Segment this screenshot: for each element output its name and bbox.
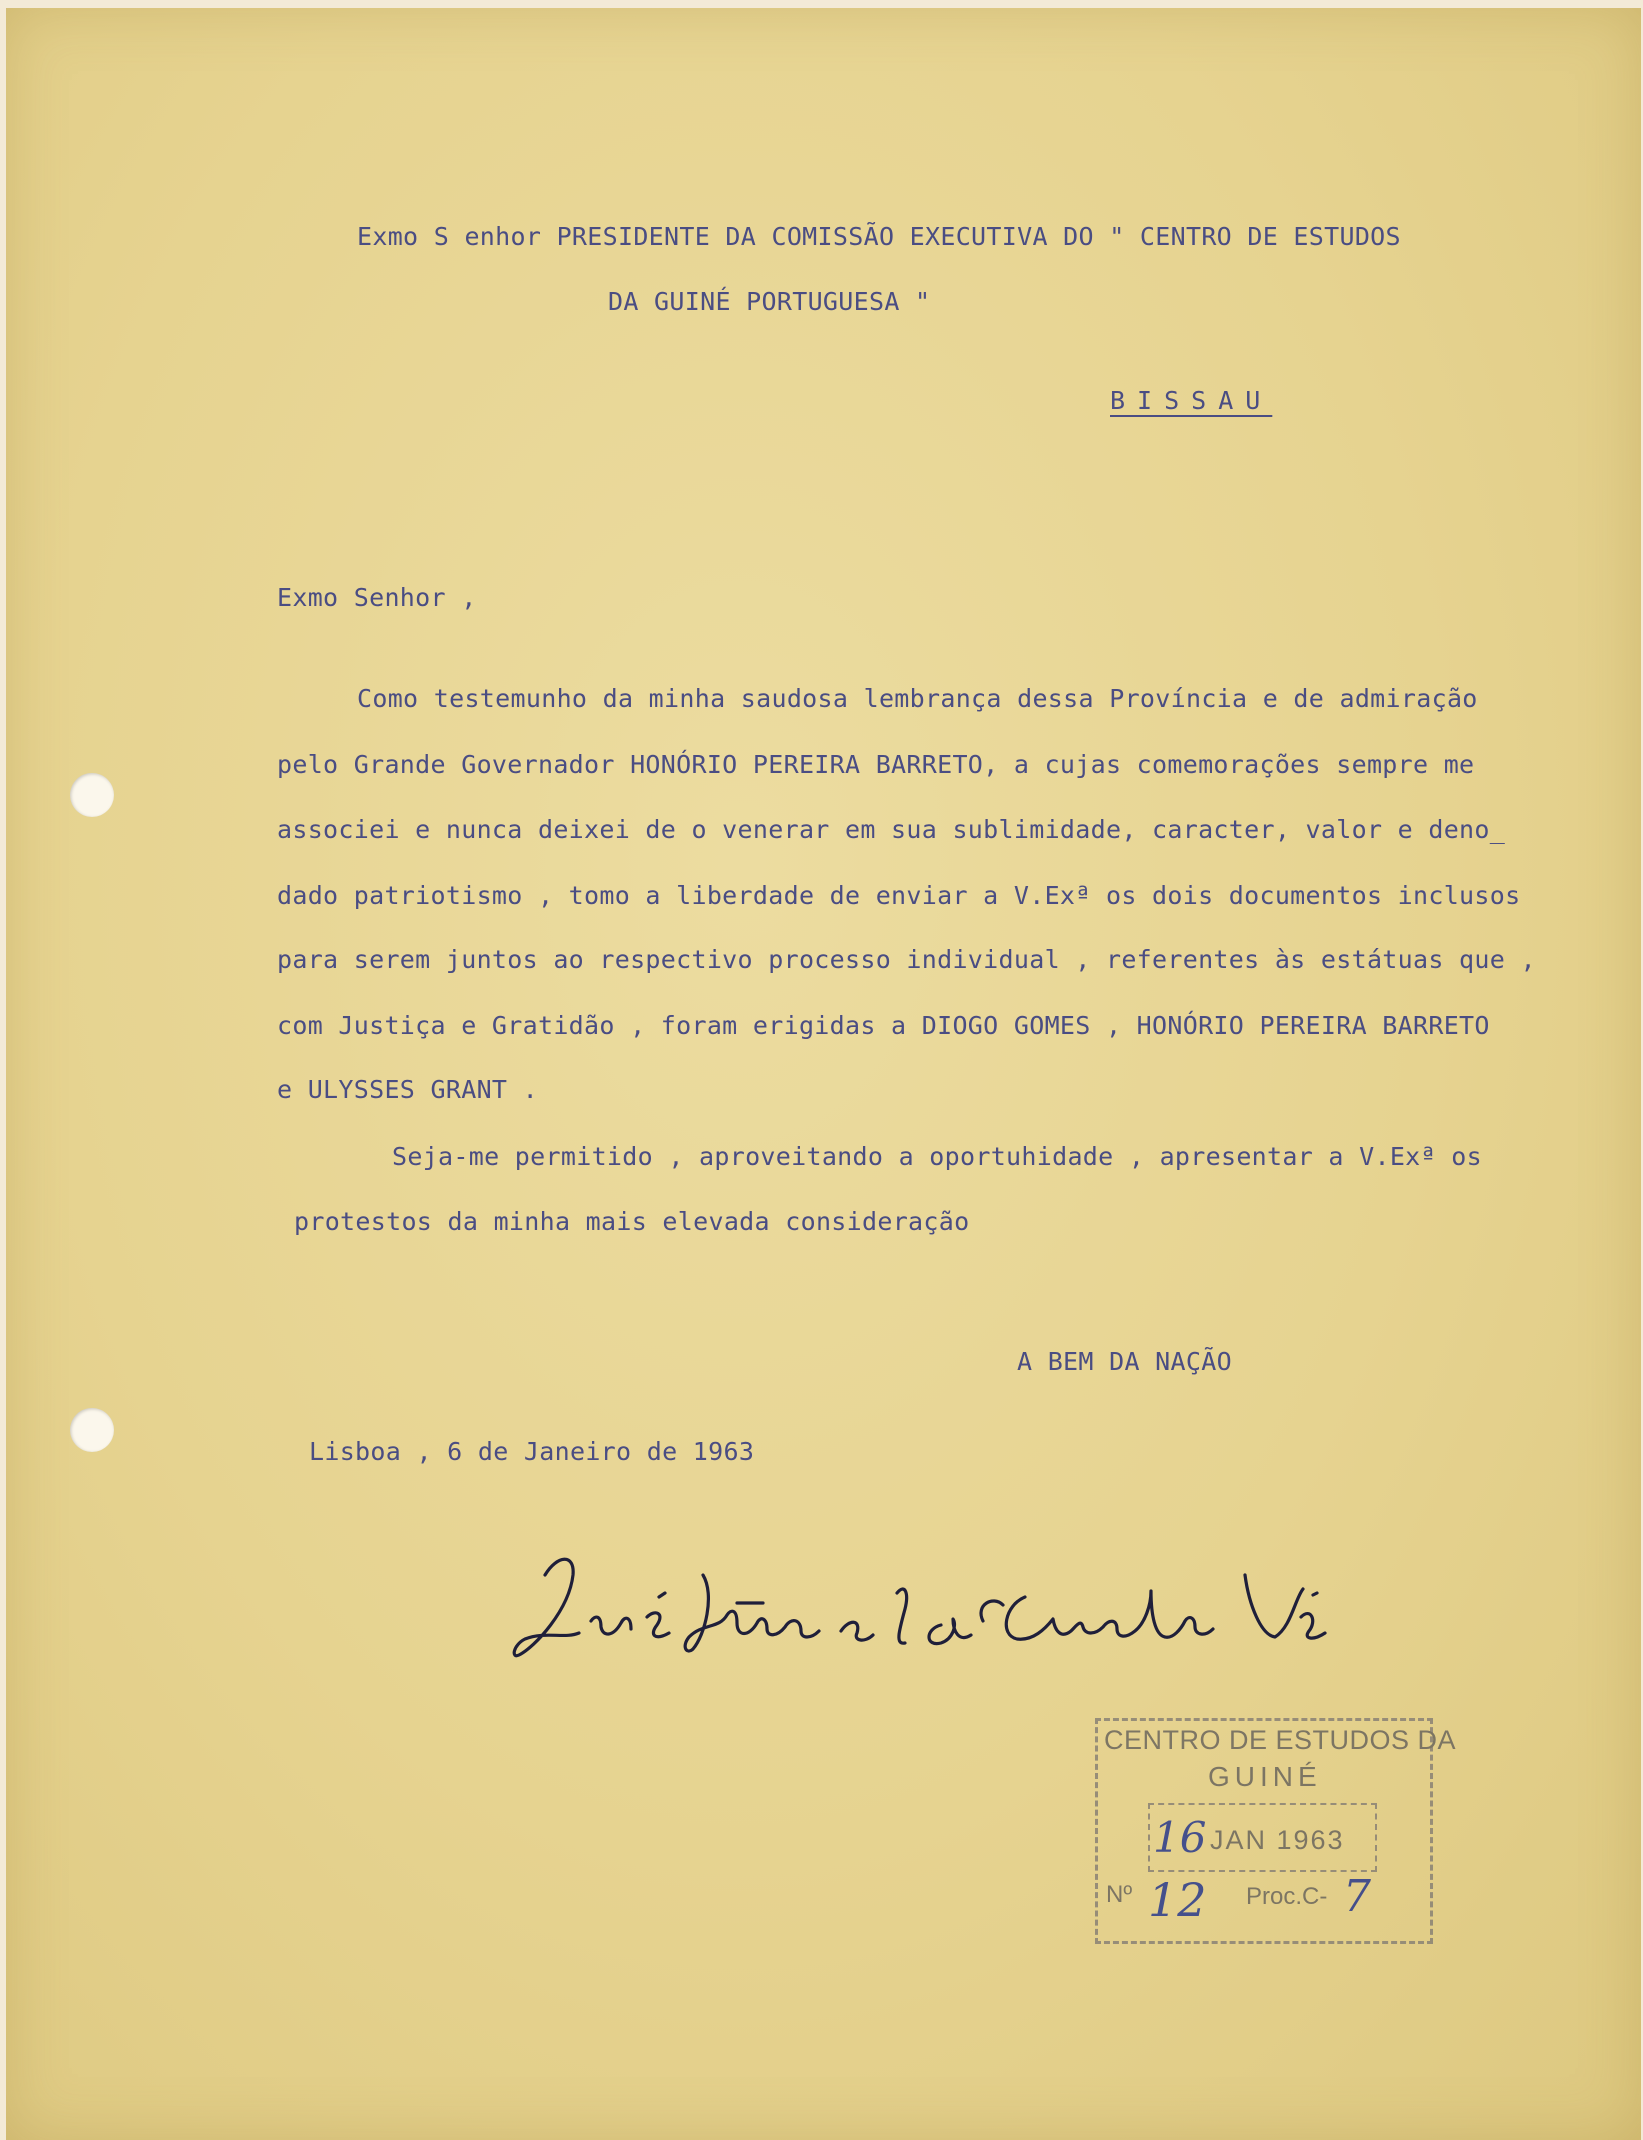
stamp-guine: GUINÉ <box>1208 1761 1322 1792</box>
received-date-stamp <box>1095 1718 1457 1944</box>
body-line: protestos da minha mais elevada consideração <box>294 1207 970 1236</box>
stamp-process-number: 7 <box>1343 1871 1371 1922</box>
stamp-number: 12 <box>1148 1873 1207 1927</box>
body-line: e ULYSSES GRANT . <box>277 1075 538 1104</box>
punch-hole-bottom <box>70 1408 114 1452</box>
body-line: para serem juntos ao respectivo processo individual , referentes às estátuas que , <box>277 945 1536 974</box>
stamp-day: 16 <box>1153 1813 1207 1862</box>
closing-phrase: A BEM DA NAÇÃO <box>1017 1347 1232 1376</box>
body-line: Seja-me permitido , aproveitando a oportuhidade , apresentar a V.Exª os <box>392 1142 1482 1171</box>
stamp-process-label: Proc.C- <box>1246 1883 1328 1910</box>
salutation: Exmo Senhor , <box>277 583 477 612</box>
stamp-institution: CENTRO DE ESTUDOS DA <box>1104 1725 1457 1755</box>
body-line: Como testemunho da minha saudosa lembrança dessa Província e de admiração <box>357 684 1478 713</box>
place-date: Lisboa , 6 de Janeiro de 1963 <box>309 1437 755 1466</box>
body-line: pelo Grande Governador HONÓRIO PEREIRA BARRETO, a cujas comemorações sempre me <box>277 750 1475 779</box>
address-line-1: Exmo S enhor PRESIDENTE DA COMISSÃO EXECUTIVA DO " CENTRO DE ESTUDOS <box>357 222 1401 251</box>
body-line: associei e nunca deixei de o venerar em sua sublimidade, caracter, valor e deno_ <box>277 815 1506 844</box>
destination-city: BISSAU <box>1110 386 1273 415</box>
stamp-number-label: Nº <box>1106 1881 1133 1908</box>
handwritten-signature <box>505 1535 1345 1690</box>
punch-hole-top <box>70 773 114 817</box>
body-line: com Justiça e Gratidão , foram erigidas a DIOGO GOMES , HONÓRIO PEREIRA BARRETO <box>277 1011 1490 1040</box>
body-line: dado patriotismo , tomo a liberdade de enviar a V.Exª os dois documentos inclusos <box>277 881 1521 910</box>
stamp-month-year: JAN 1963 <box>1210 1825 1345 1855</box>
address-line-2: DA GUINÉ PORTUGUESA " <box>608 287 931 316</box>
